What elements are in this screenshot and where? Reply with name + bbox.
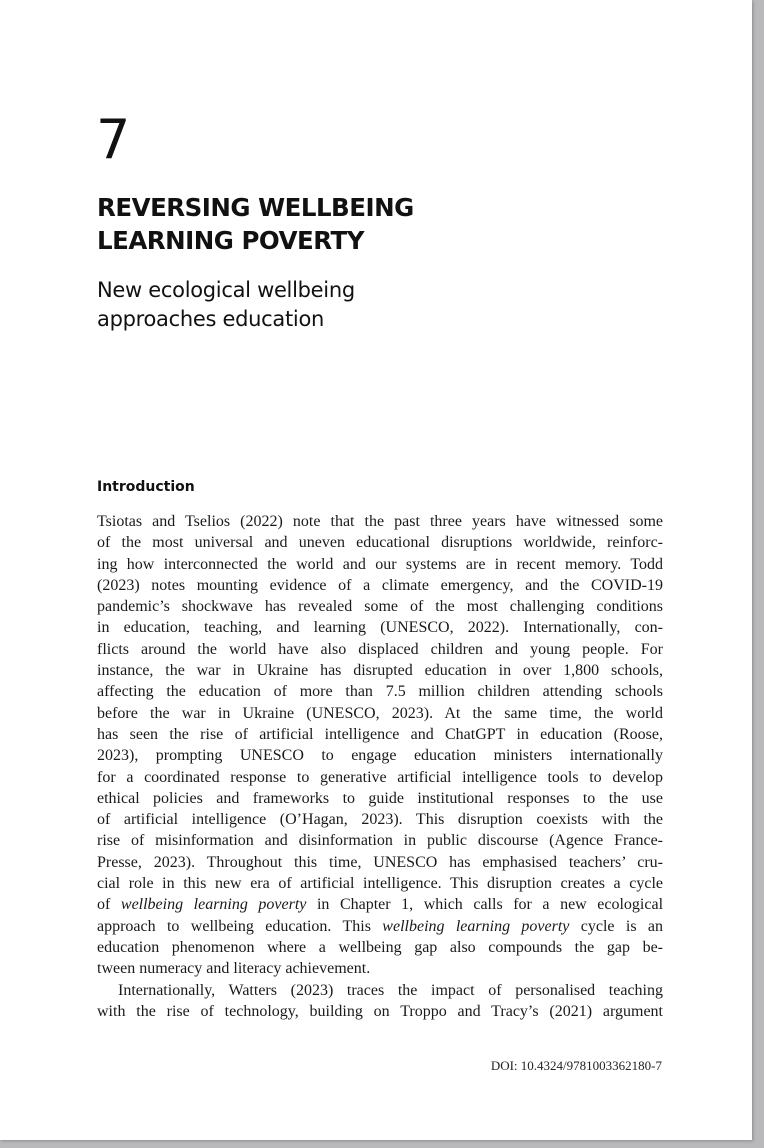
- chapter-title: [97, 191, 657, 257]
- body-line: for a coordinated response to generative artificial intelligence tools to develop: [97, 768, 663, 786]
- body-text: [97, 511, 663, 1022]
- body-line: (2023) notes mounting evidence of a climate emergency, and the COVID-19: [97, 576, 663, 594]
- body-line: flicts around the world have also displaced children and young people. For: [97, 640, 663, 658]
- body-line: of the most universal and uneven educational disruptions worldwide, reinforc-: [97, 534, 663, 552]
- section-heading: Introduction: [97, 479, 195, 495]
- chapter-subtitle: [97, 276, 657, 334]
- body-line: ing how interconnected the world and our systems are in recent memory. Todd: [97, 555, 663, 573]
- body-line: Internationally, Watters (2023) traces the impact of personalised teaching: [118, 981, 663, 999]
- doi-footer: DOI: 10.4324/9781003362180-7: [490, 1058, 662, 1073]
- chapter-title-line: LEARNING POVERTY: [97, 226, 364, 255]
- chapter-number: 7: [96, 108, 130, 171]
- body-line: pandemic’s shockwave has revealed some of the most challenging conditions: [97, 598, 663, 616]
- body-line: cial role in this new era of artificial intelligence. This disruption creates a cycle: [97, 875, 663, 893]
- body-line: of wellbeing learning poverty in Chapter 1, which calls for a new ecological: [97, 896, 663, 914]
- body-line: tween numeracy and literacy achievement.: [97, 960, 371, 978]
- body-line: has seen the rise of artificial intelligence and ChatGPT in education (Roose,: [97, 725, 663, 743]
- body-line: with the rise of technology, building on Troppo and Tracy’s (2021) argument: [97, 1002, 663, 1020]
- body-line: instance, the war in Ukraine has disrupted education in over 1,800 schools,: [97, 662, 663, 680]
- chapter-subtitle-line: New ecological wellbeing: [97, 278, 355, 302]
- body-line: rise of misinformation and disinformation in public discourse (Agence France-: [97, 832, 663, 850]
- body-line: affecting the education of more than 7.5 million children attending schools: [97, 683, 663, 701]
- body-line: Presse, 2023). Throughout this time, UNESCO has emphasised teachers’ cru-: [97, 853, 663, 871]
- body-line: education phenomenon where a wellbeing gap also compounds the gap be-: [97, 938, 663, 956]
- body-line: of artificial intelligence (O’Hagan, 2023). This disruption coexists with the: [97, 811, 663, 829]
- chapter-title-line: REVERSING WELLBEING: [97, 193, 414, 222]
- body-line: Tsiotas and Tselios (2022) note that the past three years have witnessed some: [97, 513, 663, 530]
- body-line: approach to wellbeing education. This wellbeing learning poverty cycle is an: [97, 917, 663, 935]
- body-line: before the war in Ukraine (UNESCO, 2023). At the same time, the world: [97, 704, 663, 722]
- chapter-subtitle-line: approaches education: [97, 307, 325, 331]
- body-line: in education, teaching, and learning (UNESCO, 2022). Internationally, con-: [97, 619, 663, 637]
- body-line: ethical policies and frameworks to guide institutional responses to the use: [97, 789, 663, 807]
- body-line: 2023), prompting UNESCO to engage education ministers internationally: [97, 747, 663, 765]
